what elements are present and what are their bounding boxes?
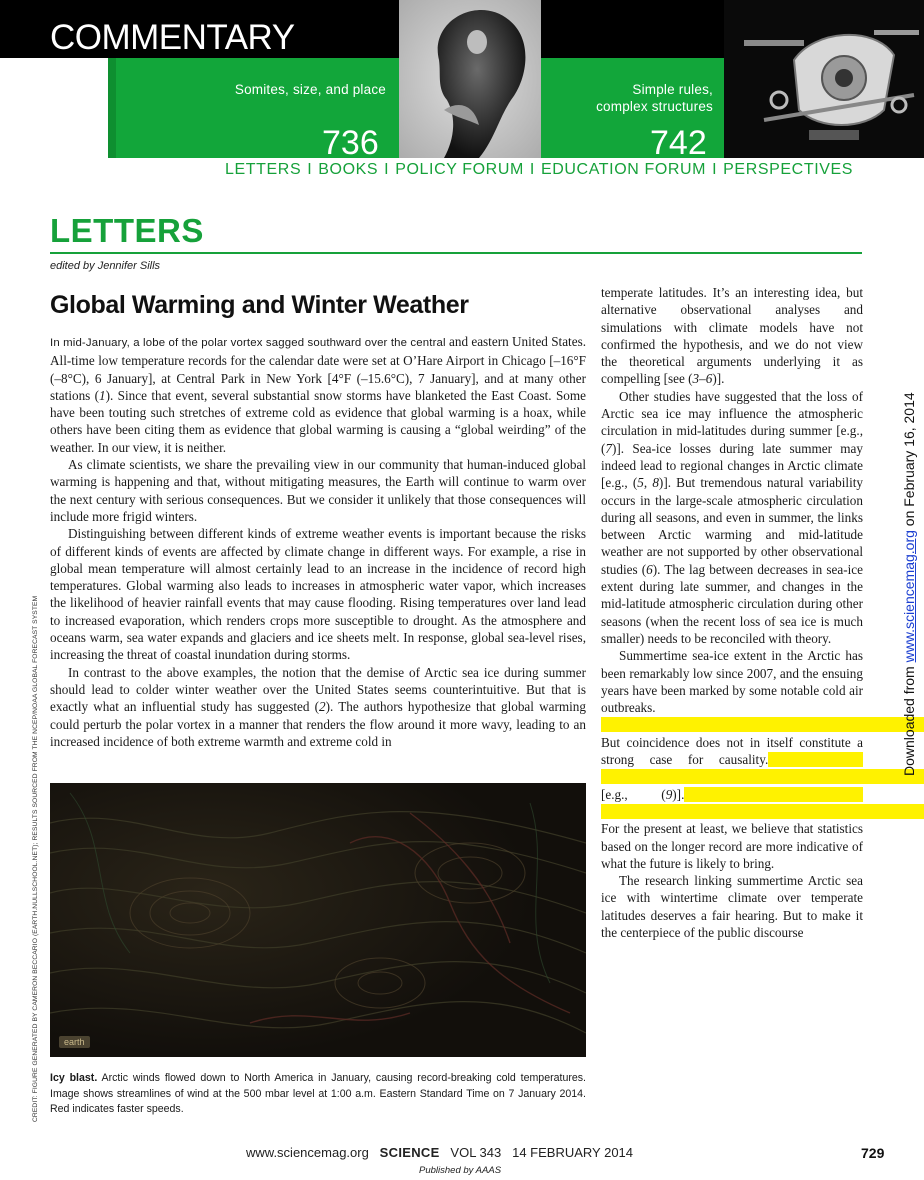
paragraph-8: The research linking summertime Arctic sea ice with wintertime climate over temperate latitudes deserves a fair hearing. But to make it the centerpiece of the public discourse: [601, 873, 863, 940]
teaser-label-simple-rules[interactable]: [560, 81, 713, 115]
paragraph-text: )].: [712, 371, 725, 387]
reference-link[interactable]: 1: [99, 387, 106, 403]
footer-date: 14 FEBRUARY 2014: [512, 1145, 634, 1160]
lead-in-smallcaps: In mid-January, a lobe of the polar vortex sagged southward over the central: [50, 337, 446, 349]
page-number: 729: [861, 1145, 885, 1161]
footer-volume: VOL 343: [450, 1145, 502, 1160]
paragraph-text: )]. Sea-ice losses during late summer may indeed lead to regional changes in Arctic climate [e.g., (: [601, 440, 863, 491]
section-navbar: [225, 161, 853, 179]
paragraph-text: ). The authors hypothesize that global warming could perturb the polar vortex in a manner that renders the flow around it more wavy, leading to an increased incidence of both extreme warmth and extreme cold in: [50, 699, 586, 749]
nav-separator: I: [384, 161, 390, 178]
section-heading: LETTERS: [50, 212, 204, 249]
embryo-thumbnail-image[interactable]: [399, 0, 541, 158]
nav-education-forum[interactable]: EDUCATION FORUM: [540, 161, 707, 178]
paragraph-text: But coincidence does not in itself constitute a strong case for causality.: [601, 734, 863, 768]
paragraph-text: For the present at least, we believe that statistics based on the longer record are more indicative of what the future is likely to bring.: [601, 821, 863, 871]
paragraph-7: [601, 647, 863, 872]
article-body-left: [50, 333, 586, 750]
reference-link[interactable]: 5: [637, 475, 644, 491]
paragraph-text: ). Since that event, several substantial snow storms have blanketed the East Coast. Some have been touting such stretches of extreme cold as evidence that global warming is a hoax, while others have been citing them as evidence that global warming is causing a “global weirding” of the weather. In our view, it is neither.: [50, 387, 586, 455]
teaser-label-line2: complex structures: [596, 99, 713, 114]
wind-streamline-figure: [50, 783, 586, 1057]
caption-text: Arctic winds flowed down to North America in January, causing record-breaking cold temperatures. Image shows streamlines of wind at the 500 mbar level at 1:00 a.m. Eastern Standard Time on 7 January 2014. Red indicates faster speeds.: [50, 1072, 586, 1115]
highlight-block: [601, 717, 700, 732]
paragraph-6: [601, 388, 863, 647]
paragraph-text: temperate latitudes. It’s an interesting idea, but alternative observational analyses and simulations with climate models have not confirmed the hypothesis, and we do not view the theoretical arguments underlying it as compelling [see (: [601, 285, 863, 387]
paragraph-3: Distinguishing between different kinds of extreme weather events is important because the risks of different kinds of events are affected by climate change in different ways. For example, a rise in global mean temperature will almost certainly lead to an increase in the incidence of record high temperatures. Global warming also leads to increases in atmospheric water vapor, which increases the likelihood of heavier rainfall events that may cause flooding. Rising temperatures over land lead to increased evaporation, which renders crops more susceptible to drought. As the atmosphere and oceans warm, sea water expands and glaciers and ice sheets melt. In response, global sea-level rises, increasing the threat of coastal inundation during storms.: [50, 526, 586, 663]
reference-link[interactable]: 3–6: [692, 371, 713, 387]
paragraph-text: Other studies have suggested that the loss of Arctic sea ice may influence the atmospheric circulation in mid-latitudes during summer [e.g., (: [601, 388, 863, 456]
paragraph-text: ,: [643, 475, 653, 491]
download-notice: [901, 392, 917, 776]
teaser-label-somites[interactable]: Somites, size, and place: [234, 82, 386, 97]
page-footer: [246, 1145, 633, 1160]
banner-green-edge: [108, 58, 116, 158]
nav-letters[interactable]: LETTERS: [225, 161, 302, 178]
nav-books[interactable]: BOOKS: [318, 161, 379, 178]
paragraph-2: As climate scientists, we share the prevailing view in our community that human-induced global warming is happening and that, without mitigating measures, the Earth will continue to warm over the next century with serious consequences. But we consider it unlikely that those consequences will include more frigid winters.: [50, 457, 586, 524]
paragraph-text: In contrast to the above examples, the notion that the demise of Arctic sea ice during summer should lead to colder winter weather over the United States seems counterintuitive. But that is exactly what an influential study has suggested (: [50, 664, 586, 715]
reference-link[interactable]: 8: [652, 475, 659, 491]
paragraph-1: [50, 333, 586, 456]
teaser-label-line1: Simple rules,: [632, 82, 713, 97]
teaser-page-742[interactable]: 742: [650, 124, 707, 162]
commentary-banner: [0, 0, 924, 162]
sciencemag-link[interactable]: www.sciencemag.org: [901, 530, 917, 663]
nav-policy-forum[interactable]: POLICY FORUM: [395, 161, 524, 178]
figure-credit: CREDIT: FIGURE GENERATED BY CAMERON BECCARIO (EARTH.NULLSCHOOL.NET); RESULTS SOURCED FROM THE NCEP/NOAA GLOBAL FORECAST SYSTEM: [32, 595, 39, 1122]
reference-link[interactable]: 2: [319, 699, 326, 715]
machine-thumbnail-image[interactable]: [724, 0, 924, 158]
reference-link[interactable]: 9: [665, 786, 673, 802]
reference-link[interactable]: 6: [646, 561, 653, 577]
editor-credit: edited by Jennifer Sills: [50, 260, 161, 272]
paragraph-text: ). The lag between decreases in sea-ice extent during late summer, and changes in the mid-latitude atmospheric circulation during other seasons (when the recent loss of sea ice is much smaller) needs to be reconciled with theory.: [601, 561, 863, 646]
wind-streamline-image: [50, 783, 586, 1057]
footer-site[interactable]: www.sciencemag.org: [246, 1145, 369, 1160]
figure-caption: [50, 1071, 586, 1118]
section-label-commentary: COMMENTARY: [50, 18, 295, 57]
nav-separator: I: [307, 161, 313, 178]
earth-watermark-label: earth: [59, 1036, 90, 1048]
footer-journal: SCIENCE: [379, 1145, 440, 1160]
caption-title: Icy blast.: [50, 1072, 98, 1084]
paragraph-5: [601, 284, 863, 388]
article-body-right: [601, 284, 863, 941]
nav-perspectives[interactable]: PERSPECTIVES: [723, 161, 854, 178]
download-prefix: Downloaded from: [901, 662, 917, 776]
nav-separator: I: [529, 161, 535, 178]
section-heading-rule: [50, 252, 862, 254]
paragraph-text: [e.g., (: [601, 786, 666, 802]
publisher-credit: Published by AAAS: [419, 1165, 502, 1176]
paragraph-4: [50, 664, 586, 750]
paragraph-text: and eastern United States. All-time low temperature records for the calendar date were set at O’Hare Airport in Chicago [–16°F (–8°C), 6 January], at Central Park in New York [4°F (–15.6°C), 7 January], and at many other stations (: [50, 334, 586, 403]
teaser-page-736[interactable]: 736: [322, 124, 379, 162]
paragraph-text: )]. But tremendous natural variability occurs in the large-scale atmospheric circulation during all seasons, and even in summer, the links between Arctic warming and mid-latitude weather are not supported by other observational studies (: [601, 475, 863, 577]
nav-separator: I: [712, 161, 718, 178]
highlight-block: [700, 717, 924, 732]
reference-link[interactable]: 7: [605, 440, 612, 456]
article-title: Global Warming and Winter Weather: [50, 291, 469, 319]
download-suffix: on February 16, 2014: [901, 392, 917, 531]
paragraph-text: )].: [672, 786, 685, 802]
paragraph-text: Summertime sea-ice extent in the Arctic has been remarkably low since 2007, and the ensuing years have been marked by some notable cold air outbreaks.: [601, 648, 863, 716]
